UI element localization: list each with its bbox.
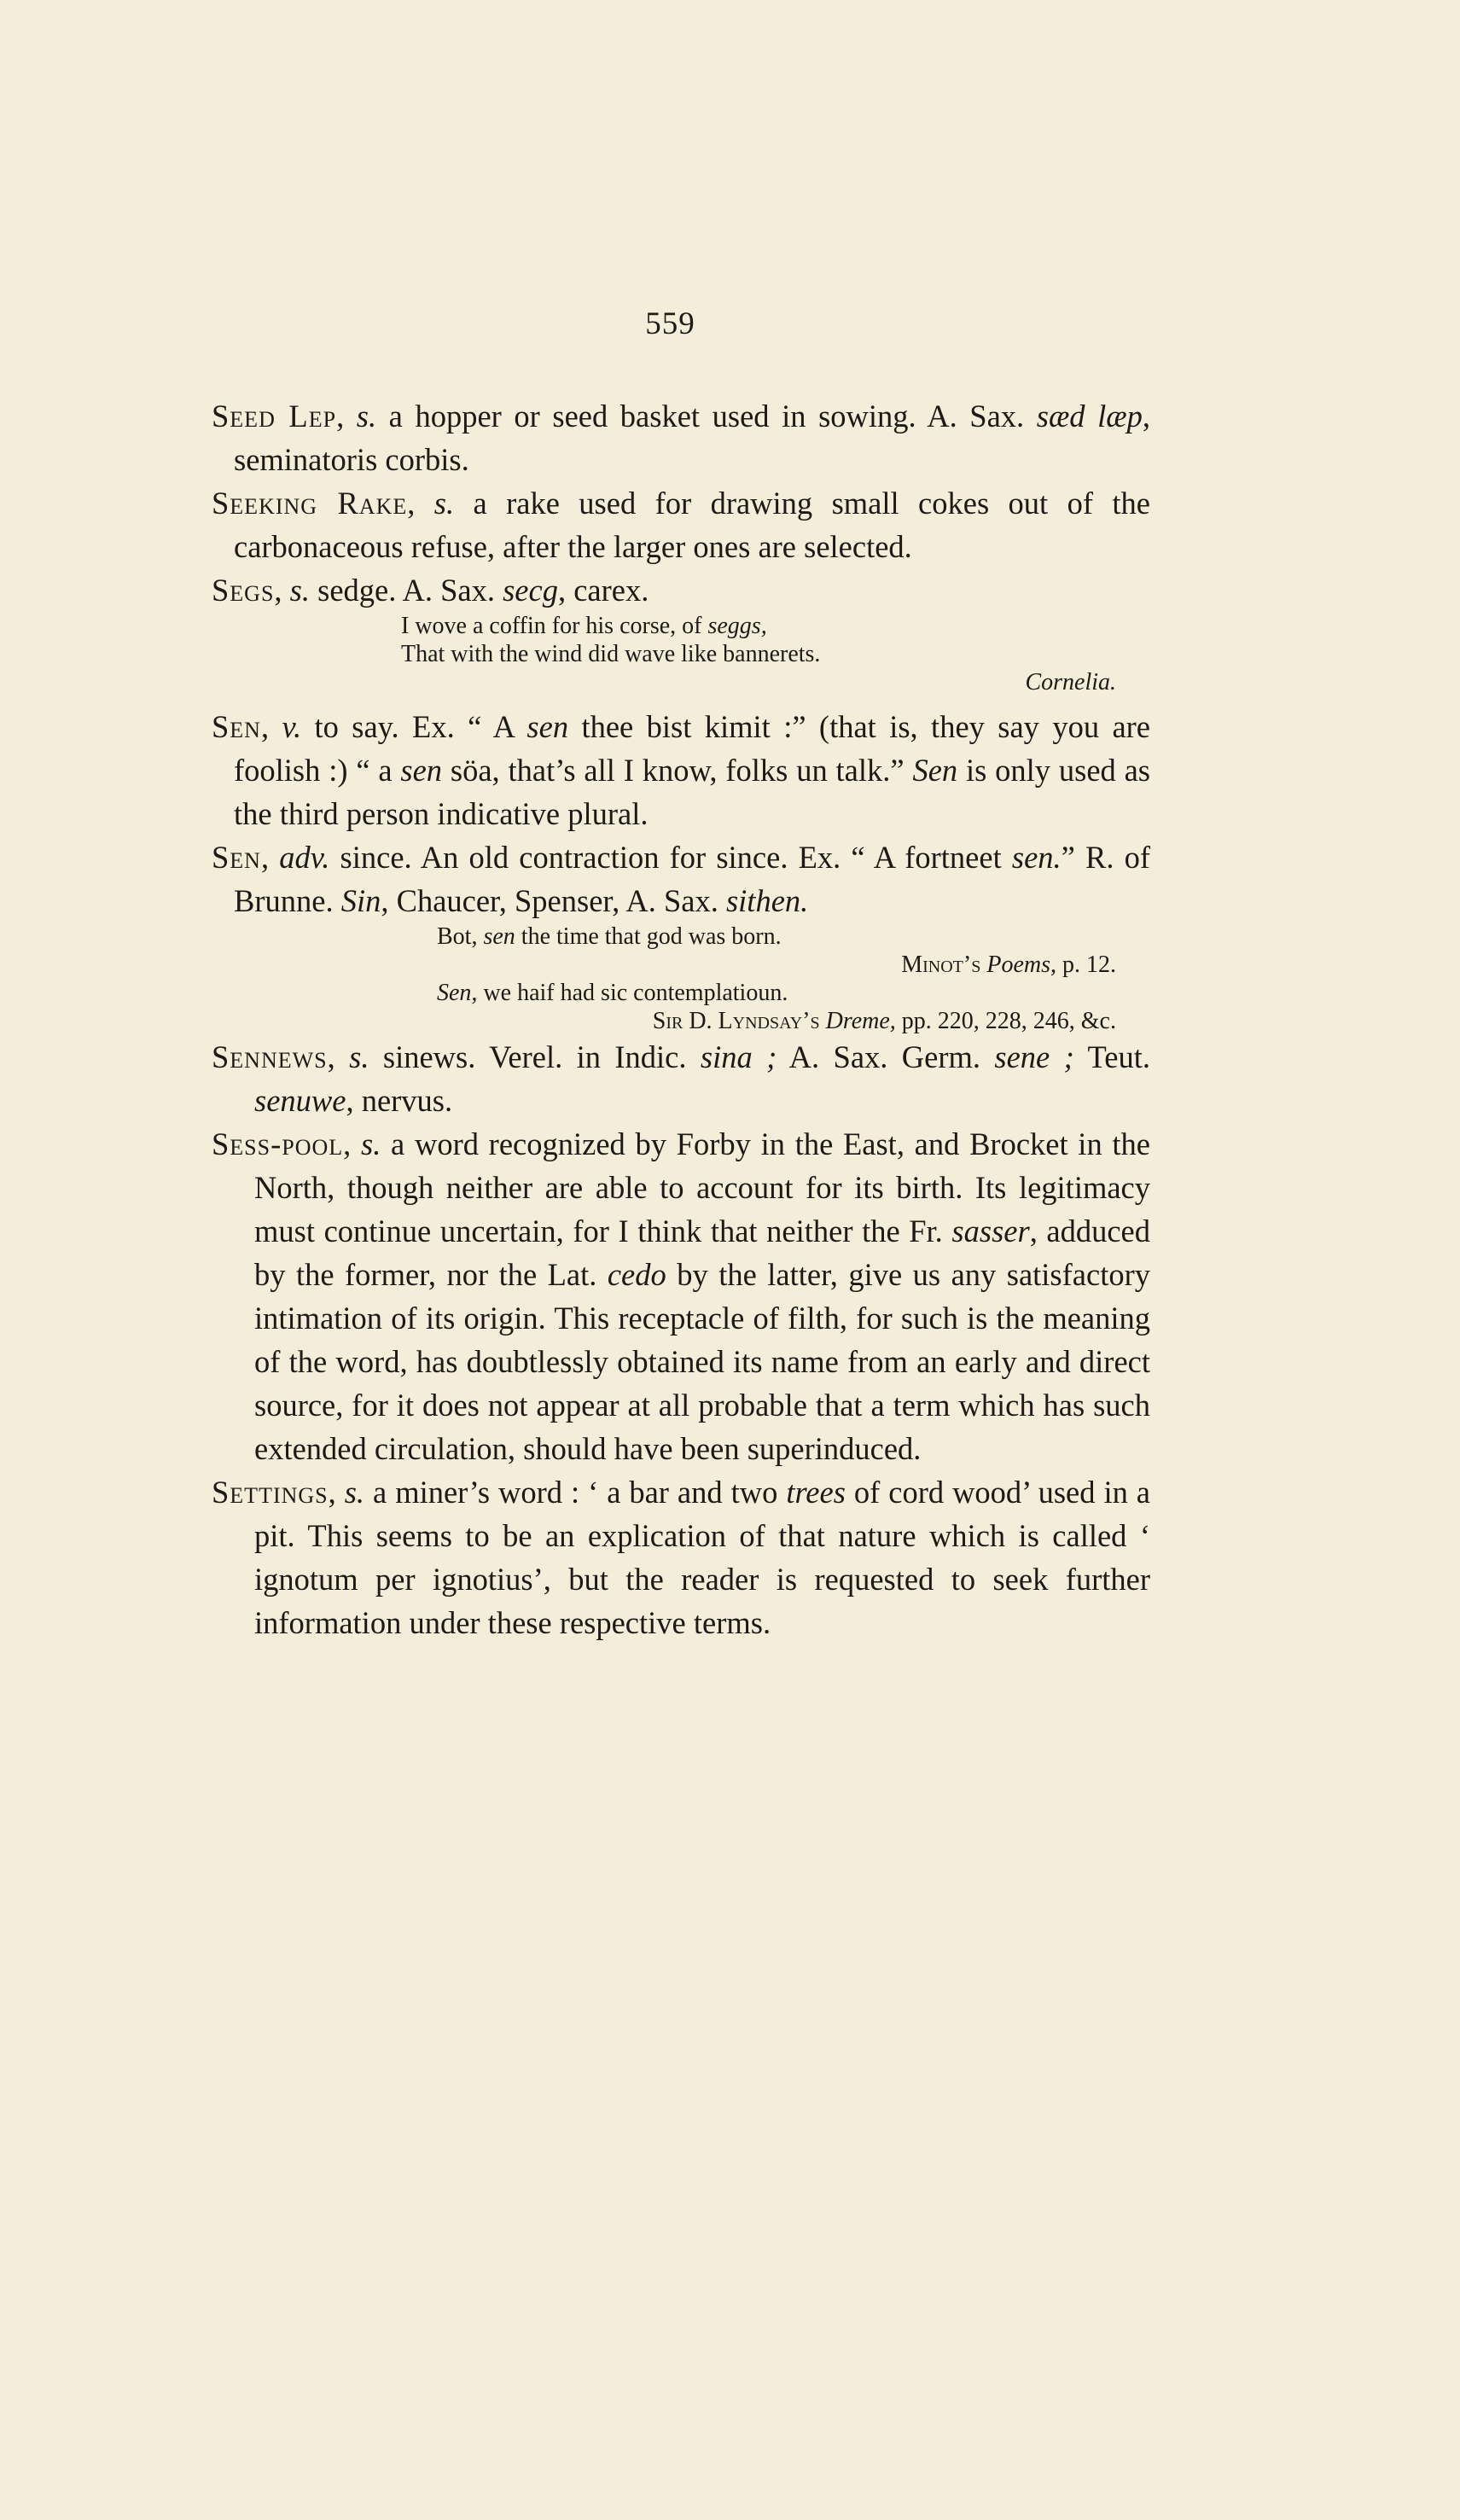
headword: Seed Lep: [212, 399, 337, 434]
entry-text: by the latter, give us any satisfactory intimation of its origin. This receptacle of filth, for such is the meaning of the word, has doubtlessly obtained its name from an early and direct source, for it does not appear at all probable that a term which has such extended circulation, should have been superinduced.: [254, 1257, 1150, 1466]
quotation-italic: sen: [483, 923, 515, 950]
entry-sen-adverb: Sen, adv. since. An old contraction for since. Ex. “ A fortneet sen.” R. of Brunne. Sin, Chaucer, Spenser, A. Sax. sithen.: [212, 840, 1151, 918]
entry-seed-lep: Seed Lep, s. a hopper or seed basket used in sowing. A. Sax. sæd læp, seminatoris corbis.: [212, 399, 1150, 477]
entry-italic: sæd læp: [1036, 399, 1143, 434]
spacer: [212, 696, 1150, 705]
entry-text: to say. Ex. “ A: [301, 709, 527, 744]
quotation-text: Bot,: [437, 923, 484, 950]
entry-text: a miner’s word : ‘ a bar and two: [364, 1475, 787, 1510]
entry-sennews: Sennews, s. sinews. Verel. in Indic. sina ; A. Sax. Germ. sene ; Teut. senuwe, nervus.: [212, 1039, 1151, 1118]
entry-text: söa, that’s all I know, folks un talk.”: [442, 753, 913, 788]
entry-text: is only used as the third person indicative plural.: [234, 753, 1150, 831]
quotation-line: [212, 612, 1150, 640]
quotation-italic: Sen,: [437, 980, 478, 1006]
entry-italic: Sin: [340, 883, 381, 918]
entry-settings: Settings, s. a miner’s word : ‘ a bar and two trees of cord wood’ used in a pit. This seems to be an explication of that nature which is called ‘ ignotum per ignotius’, but the reader is requested to seek further information under these respective terms.: [212, 1475, 1151, 1640]
entry-italic: sen: [400, 753, 443, 788]
attribution-work: Poems,: [986, 952, 1056, 978]
headword: Segs: [212, 573, 275, 608]
page-number: 559: [645, 306, 695, 341]
attribution-author: Sir D. Lyndsay’s: [652, 1008, 820, 1034]
quotation-text: the time that god was born.: [515, 923, 782, 950]
entry-italic: senuwe: [254, 1083, 346, 1118]
entry-text: , adduced by the former, nor the Lat.: [254, 1213, 1150, 1292]
entry-text: of cord wood’ used in a pit. This seems to be an explication of that nature which is called ‘ ignotum per ignotius’, but the reader is requested to seek further information under these respective terms.: [254, 1475, 1151, 1640]
entry-italic: secg: [503, 573, 558, 608]
attribution-author: Minot’s: [901, 952, 981, 978]
entry-seeking-rake: Seeking Rake, s. a rake used for drawing small cokes out of the carbonaceous refuse, after the larger ones are selected.: [212, 486, 1150, 564]
entry-italic: Sen: [912, 753, 958, 788]
quotation-text: we haif had sic contemplatioun.: [477, 980, 788, 1006]
entry-text: , carex.: [557, 573, 649, 608]
quotation-attribution: [212, 1007, 1150, 1035]
entry-italic: sen: [526, 709, 569, 744]
entry-sess-pool: Sess-pool, s. a word recognized by Forby in the East, and Brocket in the North, though neither are able to account for its birth. Its legitimacy must continue uncertain, for I think that neither the Fr. sasser, adduced by the former, nor the Lat. cedo by the latter, give us any satisfactory intimation of its origin. This receptacle of filth, for such is the meaning of the word, has doubtlessly obtained its name from an early and direct source, for it does not appear at all probable that a term which has such extended circulation, should have been superinduced.: [212, 1126, 1150, 1466]
part-of-speech: s.: [356, 399, 377, 434]
entry-italic: sen.: [1011, 840, 1062, 875]
entry-text: A. Sax. Germ.: [777, 1039, 995, 1074]
entry-text: , nervus.: [346, 1083, 453, 1118]
entry-italic: sene ;: [994, 1039, 1074, 1074]
entry-text: sinews. Verel. in Indic.: [369, 1039, 701, 1074]
entry-text: , seminatoris corbis.: [234, 399, 1150, 477]
entry-text: thee bist kimit :” (that is, they say you are foolish :) “ a: [234, 709, 1151, 788]
entry-text: sedge. A. Sax.: [310, 573, 503, 608]
entry-italic: sina ;: [700, 1039, 777, 1074]
quotation-line: [212, 922, 1150, 951]
attribution-work: Dreme,: [825, 1008, 896, 1034]
part-of-speech: s.: [433, 486, 455, 521]
quotation-line: That with the wind did wave like bannerets.: [401, 641, 821, 667]
part-of-speech: s.: [361, 1126, 381, 1161]
headword: Seeking Rake: [212, 486, 408, 521]
quotation-line: [212, 979, 1150, 1007]
glossary-entries: [212, 394, 1150, 1644]
attribution-ref: pp. 220, 228, 246, &c.: [895, 1008, 1116, 1034]
entry-text: since. An old contraction for since. Ex. “ A fortneet: [329, 840, 1012, 875]
quotation-text: I wove a coffin for his corse, of: [401, 613, 708, 639]
entry-text: ” R. of Brunne.: [234, 840, 1151, 918]
entry-text: a rake used for drawing small cokes out of the carbonaceous refuse, after the larger ones are selected.: [234, 486, 1150, 564]
entry-italic: sasser: [951, 1213, 1030, 1248]
headword: Sennews: [212, 1039, 328, 1074]
entry-sen-verb: Sen, v. to say. Ex. “ A sen thee bist kimit :” (that is, they say you are foolish :) “ a sen söa, that’s all I know, folks un talk.” Sen is only used as the third person indicative plural.: [212, 709, 1151, 831]
part-of-speech: adv.: [279, 840, 330, 875]
quotation-attribution: Cornelia.: [1025, 669, 1116, 695]
entry-italic: sithen.: [725, 883, 809, 918]
entry-text: , Chaucer, Spenser, A. Sax.: [381, 883, 726, 918]
entry-text: a hopper or seed basket used in sowing. A. Sax.: [376, 399, 1037, 434]
headword: Settings: [212, 1475, 329, 1510]
headword: Sen: [212, 840, 261, 875]
entry-segs: Segs, s. sedge. A. Sax. secg, carex.: [212, 573, 649, 608]
headword: Sess-pool: [212, 1126, 344, 1161]
part-of-speech: s.: [289, 573, 311, 608]
quotation-italic: seggs,: [707, 613, 767, 639]
part-of-speech: s.: [349, 1039, 369, 1074]
part-of-speech: v.: [282, 709, 302, 744]
entry-italic: cedo: [607, 1257, 666, 1292]
entry-italic: trees: [786, 1475, 846, 1510]
entry-text: a word recognized by Forby in the East, and Brocket in the North, though neither are able to account for its birth. Its legitimacy must continue uncertain, for I think that neither the Fr.: [254, 1126, 1150, 1248]
attribution-ref: p. 12.: [1056, 952, 1116, 978]
part-of-speech: s.: [344, 1475, 365, 1510]
headword: Sen: [212, 709, 261, 744]
entry-text: Teut.: [1073, 1039, 1151, 1074]
quotation-attribution: [212, 951, 1150, 979]
